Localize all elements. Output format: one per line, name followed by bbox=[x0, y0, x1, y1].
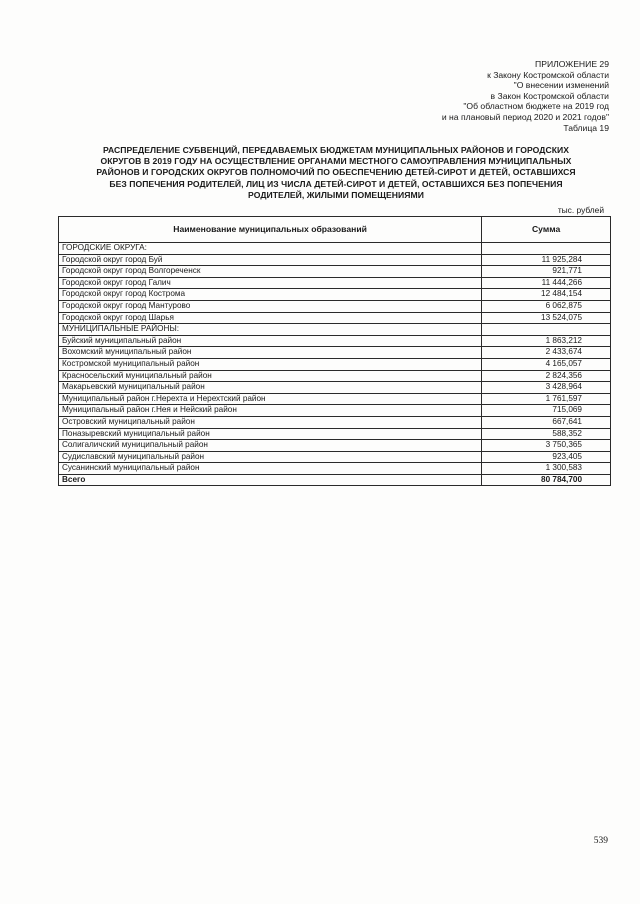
row-name: Городской округ город Буй bbox=[59, 254, 482, 266]
row-sum: 4 165,057 bbox=[482, 358, 611, 370]
row-name: ГОРОДСКИЕ ОКРУГА: bbox=[59, 243, 482, 255]
table-row bbox=[59, 243, 611, 255]
row-sum bbox=[482, 324, 611, 336]
row-name: Костромской муниципальный район bbox=[59, 358, 482, 370]
row-name: Городской округ город Шарья bbox=[59, 312, 482, 324]
table-row bbox=[59, 312, 611, 324]
row-sum: 3 428,964 bbox=[482, 382, 611, 394]
row-sum: 1 300,583 bbox=[482, 463, 611, 475]
row-name: Городской округ город Галич bbox=[59, 277, 482, 289]
row-sum: 2 824,356 bbox=[482, 370, 611, 382]
table-row bbox=[59, 324, 611, 336]
row-sum: 12 484,154 bbox=[482, 289, 611, 301]
row-sum: 6 062,875 bbox=[482, 300, 611, 312]
row-name: Городской округ город Волгореченск bbox=[59, 266, 482, 278]
table-row bbox=[59, 451, 611, 463]
appendix-line: к Закону Костромской области bbox=[487, 69, 609, 80]
appendix-line: "Об областном бюджете на 2019 год bbox=[463, 101, 609, 112]
total-row bbox=[59, 474, 611, 486]
row-sum: 13 524,075 bbox=[482, 312, 611, 324]
total-label: Всего bbox=[59, 474, 482, 486]
appendix-line: в Закон Костромской области bbox=[490, 90, 609, 101]
row-name: Судиславский муниципальный район bbox=[59, 451, 482, 463]
row-sum: 1 863,212 bbox=[482, 335, 611, 347]
row-sum: 3 750,365 bbox=[482, 440, 611, 452]
row-name: Поназыревский муниципальный район bbox=[59, 428, 482, 440]
appendix-line: Таблица 19 bbox=[563, 122, 609, 133]
row-name: Муниципальный район г.Нерехта и Нерехтский район bbox=[59, 393, 482, 405]
table-row bbox=[59, 300, 611, 312]
document-title bbox=[60, 145, 612, 201]
units-label: тыс. рублей bbox=[557, 205, 604, 215]
row-sum: 921,771 bbox=[482, 266, 611, 278]
row-name: Солигаличский муниципальный район bbox=[59, 440, 482, 452]
row-name: Вохомский муниципальный район bbox=[59, 347, 482, 359]
row-name: Красносельский муниципальный район bbox=[59, 370, 482, 382]
title-line: РАЙОНОВ И ГОРОДСКИХ ОКРУГОВ ПОЛНОМОЧИЙ ПО ОБЕСПЕЧЕНИЮ ДЕТЕЙ-СИРОТ И ДЕТЕЙ, ОСТАВШИХСЯ bbox=[96, 167, 576, 178]
row-sum: 923,405 bbox=[482, 451, 611, 463]
title-line: ОКРУГОВ В 2019 ГОДУ НА ОСУЩЕСТВЛЕНИЕ ОРГАНАМИ МЕСТНОГО САМОУПРАВЛЕНИЯ МУНИЦИПАЛЬНЫХ bbox=[100, 156, 572, 167]
appendix-line: ПРИЛОЖЕНИЕ 29 bbox=[535, 59, 609, 69]
row-sum: 715,069 bbox=[482, 405, 611, 417]
row-sum: 667,641 bbox=[482, 416, 611, 428]
table-row bbox=[59, 347, 611, 359]
row-name: Муниципальный район г.Нея и Нейский район bbox=[59, 405, 482, 417]
header-name: Наименование муниципальных образований bbox=[59, 217, 482, 243]
table-row bbox=[59, 266, 611, 278]
row-name: Городской округ город Кострома bbox=[59, 289, 482, 301]
title-line: БЕЗ ПОПЕЧЕНИЯ РОДИТЕЛЕЙ, ЛИЦ ИЗ ЧИСЛА ДЕТЕЙ-СИРОТ И ДЕТЕЙ, ОСТАВШИХСЯ БЕЗ ПОПЕЧЕНИЯ bbox=[109, 178, 563, 189]
appendix-block bbox=[309, 59, 609, 133]
row-name: МУНИЦИПАЛЬНЫЕ РАЙОНЫ: bbox=[59, 324, 482, 336]
total-sum: 80 784,700 bbox=[482, 474, 611, 486]
table-row bbox=[59, 405, 611, 417]
row-name: Макарьевский муниципальный район bbox=[59, 382, 482, 394]
table-row bbox=[59, 370, 611, 382]
row-sum: 588,352 bbox=[482, 428, 611, 440]
row-sum: 2 433,674 bbox=[482, 347, 611, 359]
title-line: РАСПРЕДЕЛЕНИЕ СУБВЕНЦИЙ, ПЕРЕДАВАЕМЫХ БЮДЖЕТАМ МУНИЦИПАЛЬНЫХ РАЙОНОВ И ГОРОДСКИХ bbox=[102, 145, 570, 155]
table-row bbox=[59, 382, 611, 394]
page-number: 539 bbox=[593, 836, 608, 846]
row-name: Островский муниципальный район bbox=[59, 416, 482, 428]
row-sum bbox=[482, 243, 611, 255]
table-row bbox=[59, 254, 611, 266]
table-row bbox=[59, 428, 611, 440]
appendix-line: "О внесении изменений bbox=[513, 80, 609, 91]
row-sum: 1 761,597 bbox=[482, 393, 611, 405]
table-row bbox=[59, 358, 611, 370]
table-row bbox=[59, 277, 611, 289]
table-row bbox=[59, 463, 611, 475]
subsidy-table bbox=[58, 216, 611, 486]
table-row bbox=[59, 335, 611, 347]
title-line: РОДИТЕЛЕЙ, ЖИЛЫМИ ПОМЕЩЕНИЯМИ bbox=[248, 189, 424, 200]
table-row bbox=[59, 393, 611, 405]
row-name: Буйский муниципальный район bbox=[59, 335, 482, 347]
appendix-line: и на плановый период 2020 и 2021 годов" bbox=[441, 111, 609, 122]
row-sum: 11 444,266 bbox=[482, 277, 611, 289]
table-row bbox=[59, 440, 611, 452]
table-row bbox=[59, 289, 611, 301]
row-name: Сусанинский муниципальный район bbox=[59, 463, 482, 475]
row-name: Городской округ город Мантурово bbox=[59, 300, 482, 312]
table-header-row bbox=[59, 217, 611, 243]
row-sum: 11 925,284 bbox=[482, 254, 611, 266]
table-body bbox=[59, 243, 611, 475]
table-row bbox=[59, 416, 611, 428]
header-sum: Сумма bbox=[482, 217, 611, 243]
